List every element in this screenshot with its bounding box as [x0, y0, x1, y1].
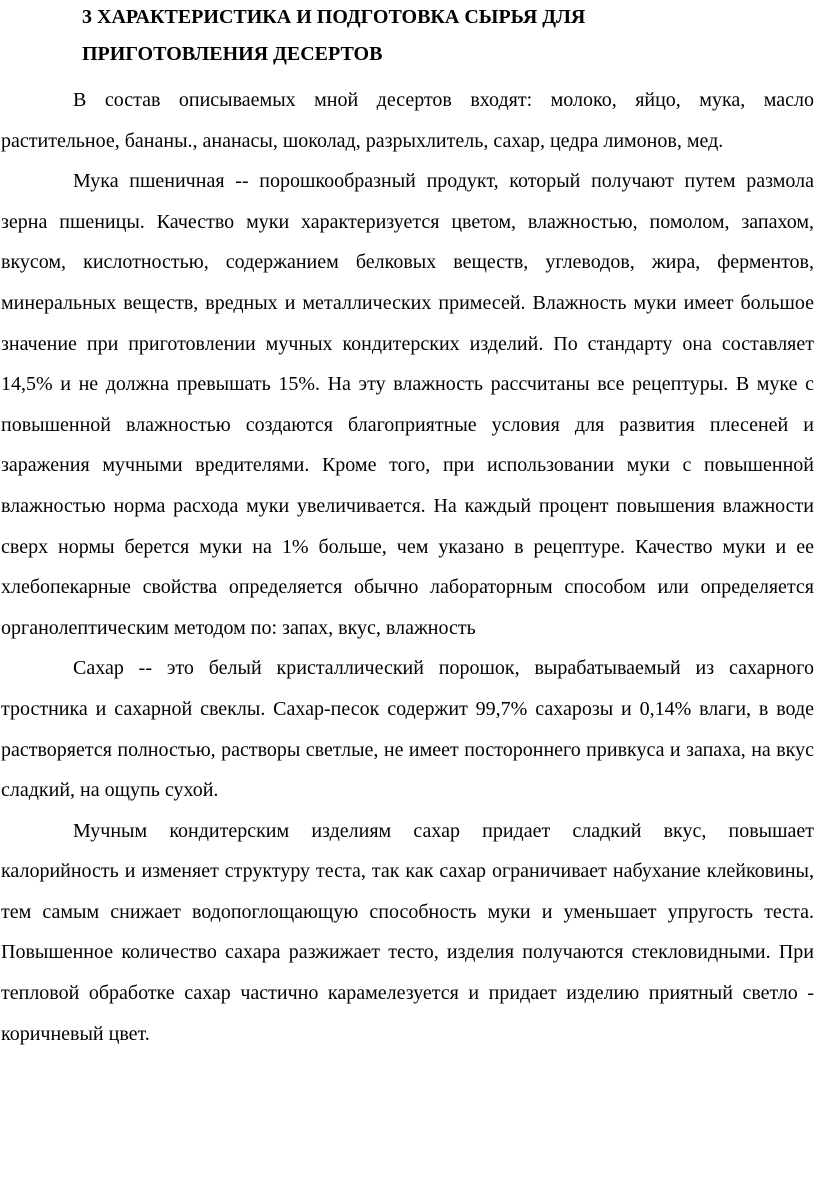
paragraph-sugar-effects: Мучным кондитерским изделиям сахар придает сладкий вкус, повышает калорийность и изменяет структуру теста, так как сахар ограничивает набухание клейковины, тем самым снижает водопоглощающую способность муки и уменьшает упругость теста. Повышенное количество сахара разжижает тесто, изделия получаются стекловидными. При тепловой обработке сахар частично карамелезуется и придает изделию приятный светло - коричневый цвет. [1, 819, 814, 1045]
paragraph-ingredients: В состав описываемых мной десертов входят: молоко, яйцо, мука, масло растительное, бананы., ананасы, шоколад, разрыхлитель, сахар, цедра лимонов, мед. [1, 89, 814, 152]
document-body [1, 80, 814, 1054]
section-title-line-2: ПРИГОТОВЛЕНИЯ ДЕСЕРТОВ [82, 43, 383, 65]
section-title-line-1: 3 ХАРАКТЕРИСТИКА И ПОДГОТОВКА СЫРЬЯ ДЛЯ [82, 6, 586, 28]
paragraph-flour: Мука пшеничная -- порошкообразный продукт, который получают путем размола зерна пшеницы. Качество муки характеризуется цветом, влажностью, помолом, запахом, вкусом, кислотностью, содержанием белковых веществ, углеводов, жира, ферментов, минеральных веществ, вредных и металлических примесей. Влажность муки имеет большое значение при приготовлении мучных кондитерских изделий. По стандарту она составляет 14,5% и не должна превышать 15%. На эту влажность рассчитаны все рецептуры. В муке с повышенной влажностью создаются благоприятные условия для развития плесеней и заражения мучными вредителями. Кроме того, при использовании муки с повышенной влажностью норма расхода муки увеличивается. На каждый процент повышения влажности сверх нормы берется муки на 1% больше, чем указано в рецептуре. Качество муки и ее хлебопекарные свойства определяется обычно лабораторным способом или определяется органолептическим методом по: запах, вкус, влажность [1, 170, 814, 639]
paragraph-sugar: Сахар -- это белый кристаллический порошок, вырабатываемый из сахарного тростника и сахарной свеклы. Сахар-песок содержит 99,7% сахарозы и 0,14% влаги, в воде растворяется полностью, растворы светлые, не имеет постороннего привкуса и запаха, на вкус сладкий, на ощупь сухой. [1, 657, 814, 802]
